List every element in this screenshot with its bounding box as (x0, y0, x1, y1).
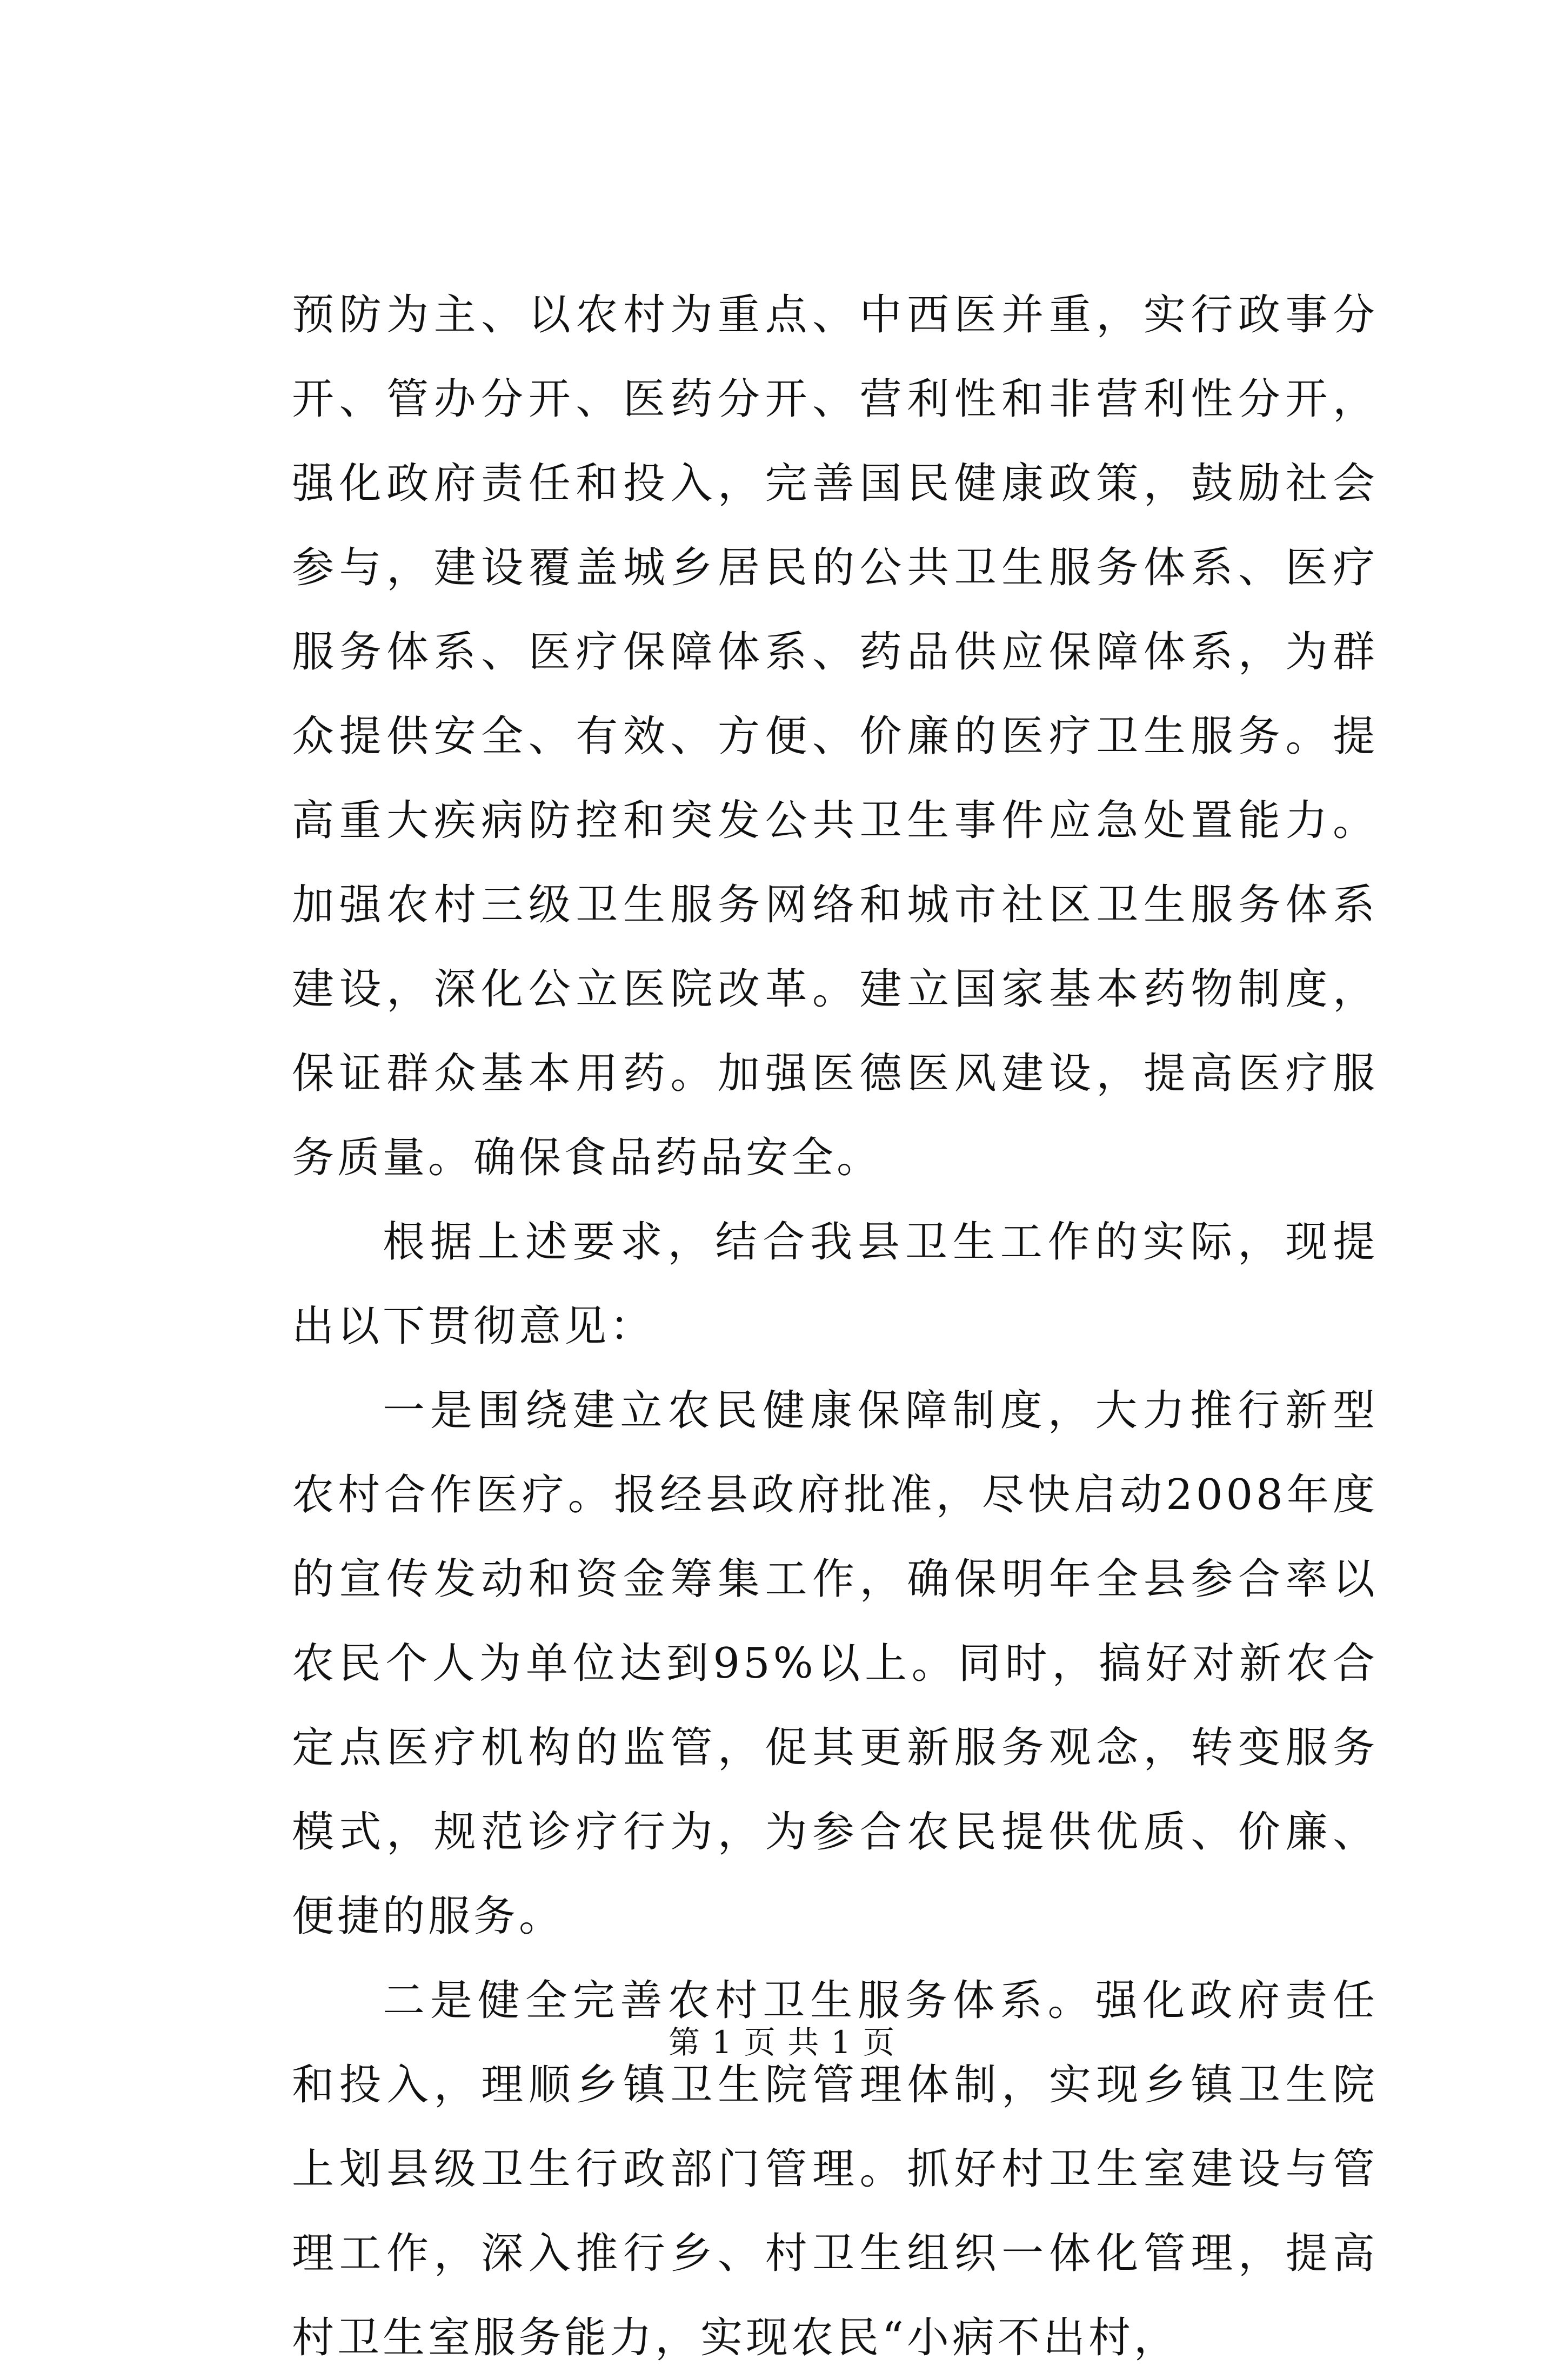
paragraph-3: 一是围绕建立农民健康保障制度，大力推行新型农村合作医疗。报经县政府批准，尽快启动2008年度的宣传发动和资金筹集工作，确保明年全县参合率以农民个人为单位达到95%以上。同时，搞好对新农合定点医疗机构的监管，促其更新服务观念，转变服务模式，规范诊疗行为，为参合农民提供优质、价廉、便捷的服务。 (292, 1386, 1378, 1941)
body-text (292, 273, 1378, 2380)
paragraph-1: 预防为主、以农村为重点、中西医并重，实行政事分开、管办分开、医药分开、营利性和非营利性分开，强化政府责任和投入，完善国民健康政策，鼓励社会参与，建设覆盖城乡居民的公共卫生服务体系、医疗服务体系、医疗保障体系、药品供应保障体系，为群众提供安全、有效、方便、价廉的医疗卫生服务。提高重大疾病防控和突发公共卫生事件应急处置能力。加强农村三级卫生服务网络和城市社区卫生服务体系建设，深化公立医院改革。建立国家基本药物制度，保证群众基本用药。加强医德医风建设，提高医疗服务质量。确保食品药品安全。 (292, 291, 1378, 1182)
paragraph-4: 二是健全完善农村卫生服务体系。强化政府责任和投入，理顺乡镇卫生院管理体制，实现乡镇卫生院上划县级卫生行政部门管理。抓好村卫生室建设与管理工作，深入推行乡、村卫生组织一体化管理，提高村卫生室服务能力，实现农民“小病不出村， (292, 1976, 1378, 2362)
paragraph-2: 根据上述要求，结合我县卫生工作的实际，现提出以下贯彻意见： (292, 1218, 1378, 1351)
page-footer: 第 1 页 共 1 页 (669, 2024, 895, 2061)
